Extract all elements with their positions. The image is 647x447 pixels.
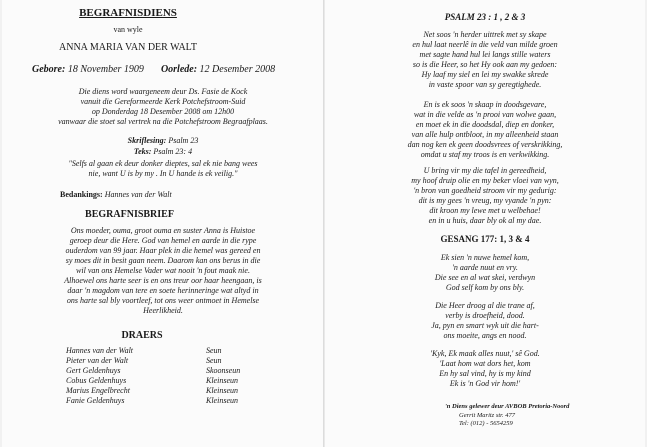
verse-line: En is ek soos 'n skaap in doodsgevare, (423, 100, 547, 109)
verse-line: dan nog ken ek geen doodsvrees of verskrikking, (407, 140, 563, 149)
bearer-name: Pieter van der Walt (66, 356, 129, 365)
verse-line: 'Laat hom wat dors het, kom (439, 359, 531, 368)
text-value: Psalm 23: 4 (153, 147, 193, 156)
letter-line: daar 'n magdom van tere en soete herinneringe wat altyd in (67, 286, 259, 295)
letter-line: ons harte sal bly voortleef, tot ons weer ontmoet in Hemelse (66, 296, 260, 305)
left-page (2, 0, 324, 447)
service-line: Die diens word waargeneem deur Ds. Fasie de Kock (78, 87, 248, 96)
verse-line: verby is droefheid, dood. (445, 311, 525, 320)
service-line: op Donderdag 18 Desember 2008 om 12h00 (91, 107, 235, 116)
footer-line: 'n Diens gelewer deur AVBOB Pretoria-Noord (445, 403, 570, 410)
letter-heading: BEGRAFNISBRIEF (85, 209, 174, 220)
bearers-heading: DRAERS (121, 330, 163, 341)
verse-line: my hoof druip olie en my beker vloei van wyn, (411, 176, 559, 185)
text-label: Teks: (133, 147, 152, 156)
bearer-row (66, 376, 286, 386)
scripture-reading (2, 136, 324, 146)
bearer-name: Marius Engelbrecht (66, 386, 130, 395)
footer-line: Gerrit Maritz str. 477 (459, 411, 515, 419)
bearer-row (66, 396, 286, 406)
psalm-heading: PSALM 23 : 1 , 2 & 3 (444, 12, 526, 22)
verse-line: wat in die velde as 'n prooi van wolwe gaan, (413, 110, 557, 119)
died-label: Oorlede: (160, 64, 198, 75)
bearer-name: Cobus Geldenhuys (66, 376, 127, 385)
letter-line: sy moes dit in besit gaan neem. Daarom kan ons berus in die (65, 256, 261, 265)
verse-line: so is die Heer, so het Hy ook aan my gedoen: (412, 60, 558, 69)
bearer-name: Fanie Geldenhuys (66, 396, 125, 405)
verse-line: Ek is 'n God vir hom!' (449, 379, 521, 388)
bearer-relation: Seun (206, 356, 222, 365)
psalm-stanza (325, 100, 645, 160)
quote-line: nie, want U is by my . In U hande is ek veilig." (88, 169, 238, 178)
verse-line: Net soos 'n herder uittrek met sy skape (423, 30, 547, 39)
verse-line: en hul laat neerlê in die veld van milde groen (412, 40, 558, 49)
letter-line: ouderdom van 99 jaar. Haar plek in die hemel was gereed en (65, 246, 261, 255)
quote-line: "Selfs al gaan ek deur donker dieptes, sal ek nie bang wees (68, 159, 258, 168)
reading-label: Skriflesing: (127, 136, 167, 145)
verse-line: Ek sien 'n nuwe hemel kom, (440, 253, 530, 262)
bearer-relation: Seun (206, 346, 222, 355)
deceased-name: ANNA MARIA VAN DER WALT (59, 42, 197, 53)
bearer-row (66, 356, 286, 366)
letter-line: wil van ons Hemelse Vader wat nooit 'n fout maak nie. (76, 266, 250, 275)
gesang-stanza (325, 349, 645, 389)
letter-body (2, 226, 324, 316)
verse-line: 'n bron van goedheid stroom vir my gedurig: (413, 186, 557, 195)
psalm-stanza (325, 30, 645, 90)
bearer-relation: Kleinseun (206, 396, 238, 405)
gesang-heading: GESANG 177: 1, 3 & 4 (440, 234, 530, 244)
right-page (325, 0, 645, 447)
verse-line: dit is my gees 'n vreug, my vyande 'n pyn: (418, 196, 552, 205)
thanks-line (60, 190, 172, 200)
verse-line: Die see en al wat skei, verdwyn (434, 273, 536, 282)
dates-line (32, 64, 275, 76)
verse-line: in vaste spoor van sy geregtighede. (428, 80, 542, 89)
verse-line: U bring vir my die tafel in gereedheid, (423, 166, 547, 175)
reading-value: Psalm 23 (168, 136, 199, 145)
gesang-stanza (325, 301, 645, 341)
bearer-row (66, 386, 286, 396)
letter-line: geroep deur die Here. God van hemel en aarde in die rype (69, 236, 257, 245)
verse-line: dit kroon my lewe met u welbehae! (429, 206, 541, 215)
born-label: Gebore: (32, 64, 66, 75)
verse-line: met sagte hand hul lei langs stille waters (419, 50, 551, 59)
van-wyle-text: van wyle (113, 25, 143, 34)
bearer-row (66, 346, 286, 356)
born-date: 18 November 1909 (67, 64, 144, 75)
verse-line: 'Kyk, Ek maak alles nuut,' sê God. (430, 349, 540, 358)
sermon-text (2, 147, 324, 157)
letter-line: Alhoewel ons harte seer is en ons treur oor haar heengaan, is (64, 276, 262, 285)
bearer-row (66, 366, 286, 376)
service-line: vanwaar die stoet sal vertrek na die Potchefstroom Begraafplaas. (58, 117, 268, 126)
service-line: vanuit die Gereformeerde Kerk Potchefstroom-Suid (80, 97, 246, 106)
bearer-relation: Kleinseun (206, 376, 238, 385)
thanks-label: Bedankings: (60, 190, 103, 199)
bearer-relation: Kleinseun (206, 386, 238, 395)
verse-line: ons moeite, angs en nood. (443, 331, 527, 340)
verse-line: En hy sal vind, hy is my kind (439, 369, 531, 378)
verse-line: Hy laaf my siel en lei my swakke skrede (421, 70, 549, 79)
verse-line: Die Heer droog al die trane af, (435, 301, 535, 310)
verse-line: God self kom by ons bly. (445, 283, 525, 292)
verse-line: en in u huis, daar bly ok al my dae. (428, 216, 542, 225)
bearer-relation: Skoonseun (206, 366, 241, 375)
bearer-name: Gert Geldenhuys (66, 366, 121, 375)
died-date: 12 Desember 2008 (199, 64, 276, 75)
letter-line: Ons moeder, ouma, groot ouma en suster Anna is Huistoe (70, 226, 256, 235)
gesang-stanza (325, 253, 645, 293)
thanks-value: Hannes van der Walt (104, 190, 172, 199)
service-heading: BEGRAFNISDIENS (79, 7, 177, 19)
verse-line: Ja, pyn en smart wyk uit die hart- (431, 321, 539, 330)
letter-line: Heerlikheid. (143, 306, 183, 315)
verse-line: omdat u staf my troos is en verkwikking. (420, 150, 550, 159)
footer-line: Tel: (012) - 5654259 (459, 420, 513, 427)
bearers-list (66, 346, 286, 406)
verse-line: van alle hulp ontbloot, in my alleenheid staan (411, 130, 559, 139)
funeral-home-footer (445, 403, 635, 429)
scripture-quote (2, 159, 324, 179)
service-details (2, 87, 324, 127)
psalm-stanza (325, 166, 645, 226)
verse-line: 'n aarde nuut en vry. (452, 263, 518, 272)
bearer-name: Hannes van der Walt (66, 346, 134, 355)
verse-line: en moet ek in die doodsdal, diep en donker, (415, 120, 555, 129)
